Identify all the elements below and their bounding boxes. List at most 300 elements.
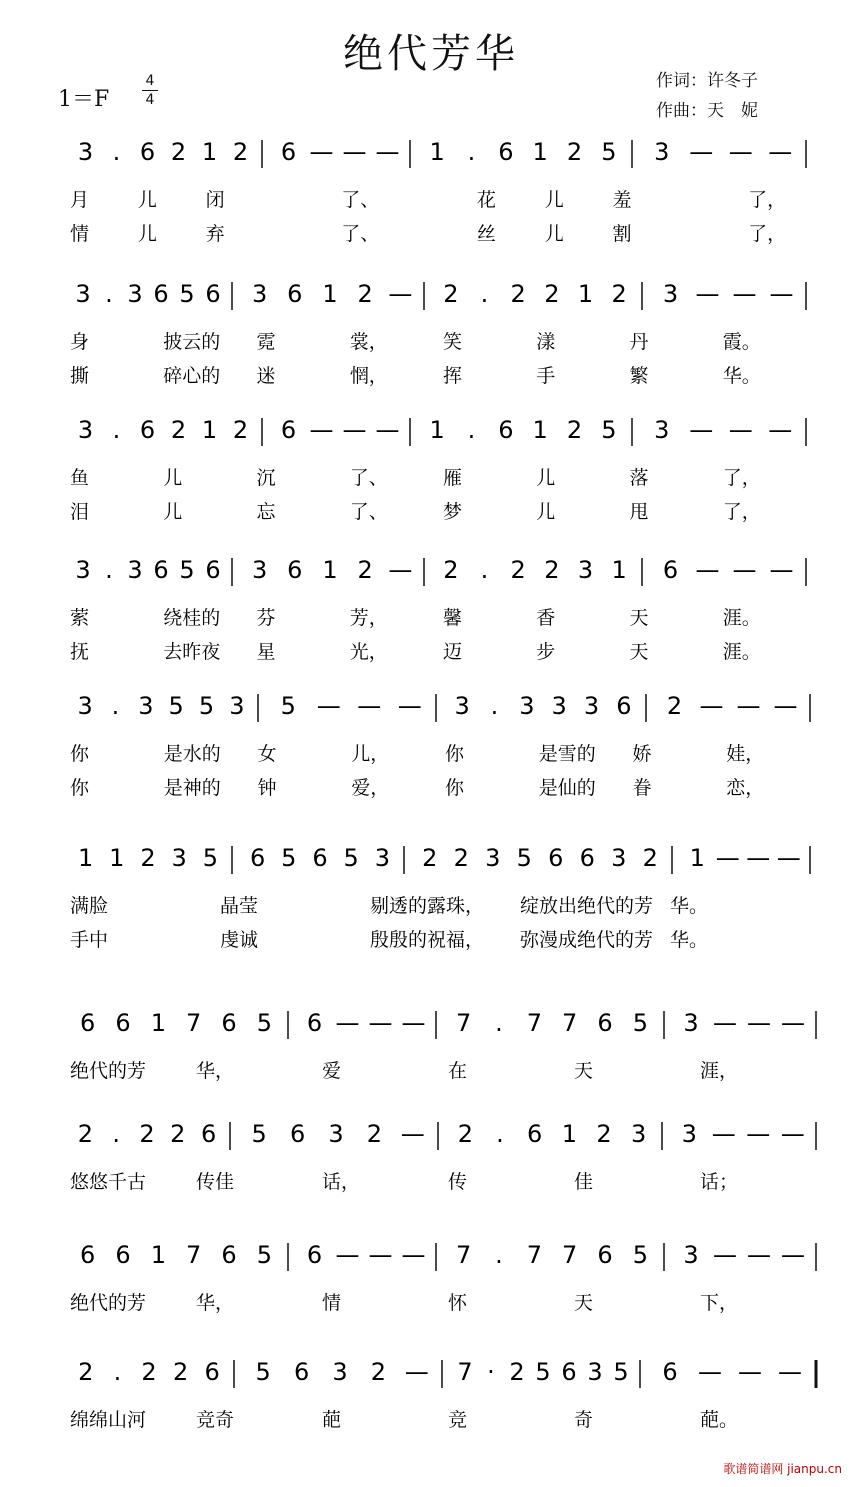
note: —: [404, 1358, 429, 1386]
lyric-text: 儿: [536, 467, 556, 489]
note: 3: [583, 692, 600, 720]
lyric-text: 恋，: [726, 777, 765, 799]
lyric-text: 传佳: [196, 1171, 235, 1193]
lyric-text: 花: [476, 189, 496, 211]
note: 6: [139, 416, 156, 444]
lyric-text: 涯。: [722, 641, 761, 663]
note: 3: [75, 280, 91, 308]
lyric-text: 惘，: [349, 365, 388, 387]
lyric-text: 竞: [448, 1409, 468, 1431]
lyric-text: 你: [445, 777, 465, 799]
note: .: [496, 1120, 504, 1148]
note: —: [781, 1009, 805, 1037]
lyric-text: 儿: [163, 467, 183, 489]
note: —: [401, 1009, 426, 1037]
note: 2: [232, 416, 249, 444]
lyric-text: 涯。: [722, 607, 761, 629]
lyric-text: 了、: [341, 223, 380, 245]
note: 6: [204, 1358, 220, 1386]
lyric-text: 闭: [205, 189, 225, 211]
note: 2: [443, 280, 459, 308]
lyric-text: 葩。: [700, 1409, 739, 1431]
note: 7: [562, 1241, 578, 1269]
lyric-text: 女: [257, 743, 277, 765]
lyric-text: 裳，: [349, 331, 388, 353]
note: 6: [527, 1120, 543, 1148]
lyric-text: 了、: [341, 189, 380, 211]
note: —: [728, 138, 753, 166]
lyric-text: 华。: [722, 365, 761, 387]
lyric-text: 了，: [748, 223, 787, 245]
note: 1: [532, 138, 548, 166]
note: 3: [654, 416, 670, 444]
note: 5: [601, 138, 617, 166]
lyric-text: 爱，: [351, 777, 390, 799]
lyric-text: 手: [536, 365, 556, 387]
lyric-text: 绵绵山河: [70, 1409, 147, 1431]
note: 7: [526, 1009, 542, 1037]
note: .: [480, 556, 489, 584]
lyric-text: 迈: [443, 641, 463, 663]
note: .: [112, 1120, 121, 1148]
note: —: [368, 1241, 393, 1269]
note: 3: [577, 556, 594, 584]
note: .: [113, 1358, 122, 1386]
note: 6: [287, 280, 303, 308]
lyric-text: 天: [629, 641, 649, 663]
note: 2: [78, 1358, 94, 1386]
note: ·: [487, 1358, 495, 1386]
note: 2: [510, 556, 526, 584]
lyric-text: 剔透的露珠，: [370, 895, 485, 917]
note: —: [747, 1009, 771, 1037]
note: 3: [683, 1241, 699, 1269]
note: —: [711, 1120, 736, 1148]
lyric-text: 钟: [257, 777, 277, 799]
note: 3: [75, 556, 91, 584]
note: —: [342, 138, 367, 166]
note: .: [490, 692, 499, 720]
lyric-text: 忘: [256, 501, 276, 523]
note: 1: [109, 844, 125, 872]
note: 6: [597, 1009, 613, 1037]
note: 5: [632, 1009, 648, 1037]
lyric-text: 娃，: [726, 743, 765, 765]
lyric-text: 光，: [349, 641, 388, 663]
note: —: [738, 1358, 762, 1386]
note: 1: [611, 556, 627, 584]
lyric-text: 了，: [722, 501, 761, 523]
note: 3: [77, 138, 94, 166]
lyric-text: 萦: [70, 607, 90, 629]
note: 1: [77, 844, 94, 872]
lyric-text: 繁: [629, 365, 649, 387]
song-title: 绝代芳华: [343, 31, 519, 77]
note: 1: [561, 1120, 577, 1148]
note: —: [400, 1120, 425, 1148]
lyric-text: 娇: [632, 743, 652, 765]
lyric-text: 绽放出绝代的芳: [520, 895, 654, 917]
note: 2: [139, 1120, 155, 1148]
note: 2: [140, 844, 156, 872]
note: 7: [186, 1009, 202, 1037]
note: —: [388, 556, 413, 584]
lyric-text: 是水的: [163, 743, 221, 765]
note: 6: [289, 1120, 306, 1148]
lyric-text: 雁: [443, 467, 463, 489]
note: 7: [457, 1358, 473, 1386]
note: 3: [631, 1120, 647, 1148]
note: 6: [287, 556, 303, 584]
note: —: [368, 1009, 393, 1037]
lyric-text: 了、: [349, 467, 388, 489]
note: —: [713, 1009, 737, 1037]
key-signature: 1＝F: [58, 87, 110, 112]
note: —: [695, 556, 720, 584]
lyric-text: 馨: [443, 607, 463, 629]
lyric-text: 是神的: [163, 777, 221, 799]
note: 3: [611, 844, 627, 872]
lyric-text: 在: [448, 1060, 468, 1082]
lyric-text: 天: [574, 1060, 594, 1082]
note: —: [316, 692, 341, 720]
note: .: [105, 280, 113, 308]
note: 2: [544, 280, 560, 308]
note: 6: [200, 1120, 217, 1148]
note: —: [776, 844, 801, 872]
note: 3: [127, 280, 143, 308]
note: 6: [115, 1241, 131, 1269]
note: —: [695, 280, 720, 308]
lyric-text: 殷殷的祝福，: [370, 929, 485, 951]
lyric-text: 儿: [536, 501, 556, 523]
meter-top: 4: [145, 73, 155, 89]
note: 3: [662, 280, 679, 308]
note: 3: [681, 1120, 697, 1148]
note: 5: [168, 692, 184, 720]
note: 1: [689, 844, 705, 872]
lyric-text: 满脸: [70, 895, 109, 917]
lyric-text: 你: [445, 743, 465, 765]
lyric-text: 碎心的: [163, 365, 221, 387]
note: 2: [611, 280, 627, 308]
note: 7: [456, 1009, 472, 1037]
note: 2: [422, 844, 438, 872]
note: 5: [535, 1358, 551, 1386]
lyric-text: 披云的: [163, 331, 221, 353]
note: 5: [516, 844, 532, 872]
lyric-text: 话，: [322, 1171, 361, 1193]
lyric-text: 眷: [632, 777, 652, 799]
lyric-text: 华，: [196, 1060, 235, 1082]
note: 1: [201, 138, 218, 166]
note: —: [732, 556, 757, 584]
lyric-text: 撕: [70, 365, 90, 387]
lyric-text: 绕桂的: [163, 607, 221, 629]
note: 3: [551, 692, 567, 720]
note: .: [111, 692, 120, 720]
lyric-text: 儿: [163, 501, 183, 523]
note: 2: [566, 416, 583, 444]
lyric-text: 华，: [196, 1292, 235, 1314]
note: 2: [172, 1358, 189, 1386]
note: 5: [281, 844, 297, 872]
note: 5: [280, 692, 296, 720]
note: 2: [544, 556, 560, 584]
note: 3: [251, 280, 268, 308]
note: 7: [562, 1009, 578, 1037]
note: 6: [561, 1358, 577, 1386]
note: 2: [170, 138, 187, 166]
note: 5: [198, 692, 215, 720]
note: 6: [153, 280, 169, 308]
note: 3: [519, 692, 535, 720]
lyric-text: 笑: [443, 331, 463, 353]
note: 6: [312, 844, 328, 872]
lyric-text: 下，: [700, 1292, 739, 1314]
note: 6: [498, 138, 514, 166]
note: 5: [255, 1358, 271, 1386]
lyric-text: 步: [536, 641, 556, 663]
note: 2: [77, 1120, 94, 1148]
lyric-text: 竞奇: [196, 1409, 235, 1431]
note: —: [746, 1120, 771, 1148]
lyric-text: 丝: [476, 223, 496, 245]
lyric-text: 去昨夜: [163, 641, 221, 663]
note: 6: [80, 1241, 96, 1269]
note: 3: [77, 692, 93, 720]
lyric-text: 儿: [137, 189, 157, 211]
note: 1: [150, 1241, 166, 1269]
note: —: [747, 1241, 771, 1269]
note: 2: [370, 1358, 387, 1386]
lyric-text: 芳，: [349, 607, 388, 629]
note: 6: [205, 556, 221, 584]
note: 6: [280, 138, 297, 166]
note: 3: [587, 1358, 603, 1386]
note: —: [689, 416, 714, 444]
note: 6: [221, 1241, 237, 1269]
note: 7: [456, 1241, 472, 1269]
note: —: [388, 280, 413, 308]
lyric-text: 鱼: [70, 467, 90, 489]
note: 2: [596, 1120, 612, 1148]
lyric-text: 传: [448, 1171, 468, 1193]
lyric-text: 霞。: [722, 331, 761, 353]
note: 6: [662, 1358, 678, 1386]
lyric-text: 漾: [536, 331, 556, 353]
note: 1: [429, 138, 445, 166]
lyric-text: 泪: [70, 501, 90, 523]
note: 6: [80, 1009, 96, 1037]
note: 3: [138, 692, 154, 720]
lyric-text: 月: [70, 189, 90, 211]
watermark: 歌谱简谱网 jianpu.cn: [723, 1462, 842, 1476]
note: —: [736, 692, 761, 720]
note: 5: [251, 1120, 267, 1148]
lyric-text: 落: [629, 467, 649, 489]
note: 2: [357, 556, 373, 584]
note: 6: [280, 416, 297, 444]
note: 5: [613, 1358, 629, 1386]
lyric-text: 羞: [612, 189, 632, 211]
note: 1: [322, 280, 338, 308]
note: 6: [306, 1009, 323, 1037]
note: 2: [170, 416, 187, 444]
lyric-text: 情: [70, 223, 90, 245]
note: .: [467, 416, 476, 444]
note: —: [309, 138, 334, 166]
note: .: [495, 1009, 503, 1037]
note: .: [467, 138, 476, 166]
note: —: [768, 138, 793, 166]
note: 2: [566, 138, 583, 166]
note: 3: [251, 556, 268, 584]
lyricist: 作词：许冬子: [656, 71, 758, 91]
note: 3: [171, 844, 187, 872]
lyric-text: 弃: [205, 223, 225, 245]
note: 2: [453, 844, 469, 872]
note: —: [769, 280, 794, 308]
note: 3: [332, 1358, 348, 1386]
note: —: [769, 556, 794, 584]
note: —: [397, 692, 422, 720]
note: —: [746, 844, 771, 872]
note: 6: [616, 692, 632, 720]
note: —: [375, 416, 400, 444]
lyric-text: 晶莹: [220, 895, 259, 917]
lyric-text: 儿: [137, 223, 157, 245]
note: —: [773, 692, 798, 720]
lyric-text: 了，: [722, 467, 761, 489]
note: 5: [256, 1009, 272, 1037]
note: 5: [343, 844, 359, 872]
note: —: [715, 844, 740, 872]
note: —: [342, 416, 367, 444]
note: 5: [601, 416, 617, 444]
note: —: [778, 1358, 802, 1386]
note: 3: [374, 844, 391, 872]
note: 2: [170, 1120, 186, 1148]
note: 3: [654, 138, 670, 166]
note: 3: [683, 1009, 699, 1037]
lyric-text: 手中: [70, 929, 109, 951]
note: 3: [485, 844, 501, 872]
lyric-text: 华。: [670, 929, 709, 951]
lyric-text: 香: [536, 607, 556, 629]
lyric-text: 绝代的芳: [70, 1060, 147, 1082]
lyric-text: 你: [70, 777, 90, 799]
lyric-text: 霓: [256, 331, 276, 353]
note: .: [495, 1241, 503, 1269]
note: 6: [153, 556, 169, 584]
note: 6: [205, 280, 221, 308]
lyric-text: 天: [574, 1292, 594, 1314]
note: 1: [150, 1009, 166, 1037]
note: 6: [662, 556, 679, 584]
note: .: [480, 280, 489, 308]
lyric-text: 儿，: [351, 743, 390, 765]
note: 2: [141, 1358, 157, 1386]
note: .: [112, 416, 121, 444]
note: 5: [632, 1241, 648, 1269]
note: —: [781, 1241, 805, 1269]
note: —: [335, 1241, 360, 1269]
lyric-text: 是雪的: [538, 743, 596, 765]
note: —: [713, 1241, 737, 1269]
lyric-text: 葩: [322, 1409, 342, 1431]
note: 3: [77, 416, 94, 444]
note: —: [698, 1358, 722, 1386]
lyric-text: 抚: [70, 641, 90, 663]
lyric-text: 星: [256, 641, 276, 663]
lyric-text: 情: [322, 1292, 342, 1314]
note: .: [105, 556, 113, 584]
lyric-text: 割: [612, 223, 632, 245]
note: 6: [306, 1241, 323, 1269]
note: 1: [532, 416, 548, 444]
note: —: [335, 1009, 360, 1037]
note: —: [689, 138, 714, 166]
lyric-text: 了，: [748, 189, 787, 211]
note: .: [112, 138, 121, 166]
note: 3: [328, 1120, 344, 1148]
note: 5: [179, 556, 195, 584]
lyric-text: 爱: [322, 1060, 342, 1082]
note: —: [768, 416, 793, 444]
lyric-text: 迷: [256, 365, 276, 387]
note: —: [728, 416, 753, 444]
note: 6: [548, 844, 564, 872]
note: 2: [443, 556, 459, 584]
lyric-text: 涯，: [700, 1060, 739, 1082]
note: —: [357, 692, 382, 720]
note: —: [375, 138, 400, 166]
note: —: [732, 280, 757, 308]
note: 5: [179, 280, 195, 308]
lyric-text: 奇: [574, 1409, 594, 1431]
lyric-text: 佳: [574, 1171, 594, 1193]
lyric-text: 挥: [443, 365, 463, 387]
lyric-text: 儿: [544, 223, 564, 245]
note: 6: [249, 844, 266, 872]
note: 6: [115, 1009, 131, 1037]
lyric-text: 虔诚: [220, 929, 259, 951]
note: 2: [509, 1358, 525, 1386]
note: 3: [127, 556, 143, 584]
lyric-text: 弥漫成绝代的芳: [520, 929, 654, 951]
note: —: [780, 1120, 805, 1148]
note: 2: [457, 1120, 473, 1148]
lyric-text: 身: [70, 331, 90, 353]
lyric-text: 芬: [256, 607, 276, 629]
note: 6: [597, 1241, 613, 1269]
note: 3: [229, 692, 245, 720]
lyric-text: 丹: [629, 331, 649, 353]
lyric-text: 梦: [443, 501, 463, 523]
note: 3: [454, 692, 470, 720]
note: 2: [510, 280, 526, 308]
lyric-text: 甩: [629, 501, 649, 523]
lyric-text: 儿: [544, 189, 564, 211]
note: 2: [357, 280, 373, 308]
note: 1: [201, 416, 218, 444]
lyric-text: 话；: [700, 1171, 739, 1193]
lyric-text: 怀: [448, 1292, 468, 1314]
note: —: [699, 692, 724, 720]
note: 5: [202, 844, 219, 872]
lyric-text: 了、: [349, 501, 388, 523]
